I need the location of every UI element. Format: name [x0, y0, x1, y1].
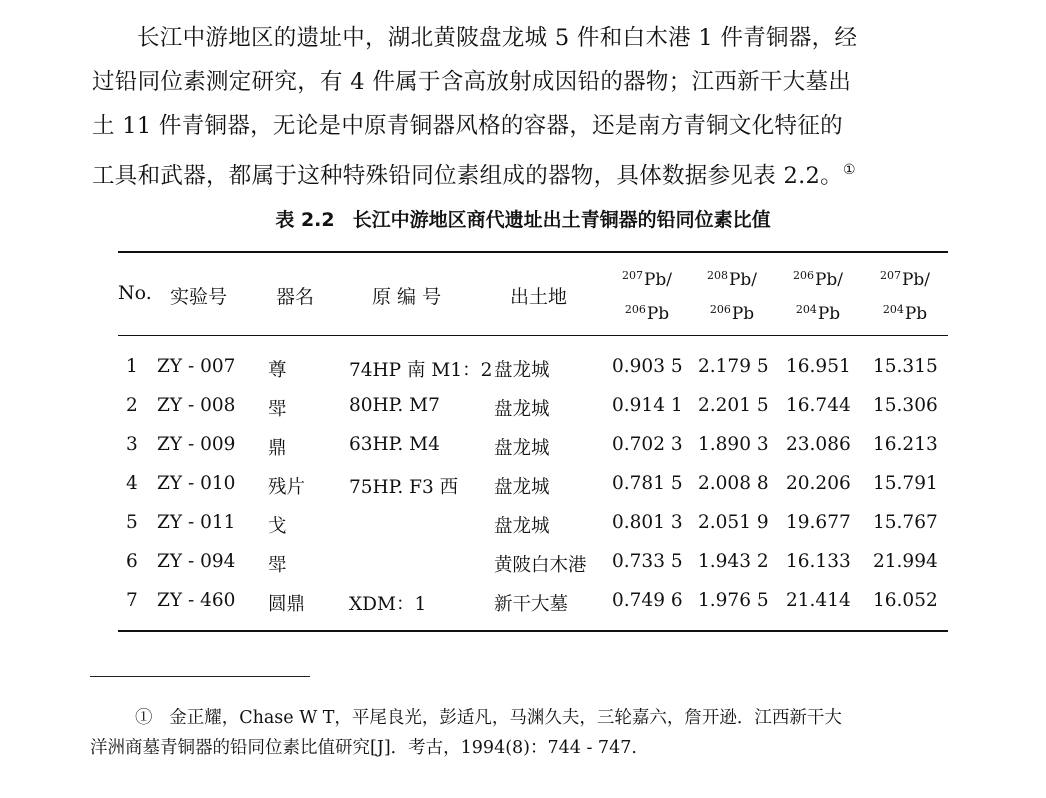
footnote-rule: [90, 676, 310, 677]
paragraph-line: 土 11 件青铜器，无论是中原青铜器风格的容器，还是南方青铜文化特征的: [92, 113, 843, 139]
table-caption: [0, 205, 1046, 232]
cell-lab-id: ZY - 094: [157, 551, 236, 572]
cell-ratio-208-206: 1.890 3: [698, 434, 769, 455]
header-ratio-207-206: $^{207}$Pb/ $^{206}$Pb: [621, 269, 673, 324]
cell-ratio-207-204: 15.315: [873, 356, 938, 377]
cell-ratio-207-204: 15.767: [873, 512, 938, 533]
cell-name: 鼎: [268, 438, 287, 459]
cell-ratio-206-204: 19.677: [786, 512, 851, 533]
cell-site: 新干大墓: [494, 594, 569, 615]
header-ratio-206-204: $^{206}$Pb/ $^{204}$Pb: [792, 269, 844, 324]
cell-ratio-206-204: 16.744: [786, 395, 851, 416]
body-paragraph: [92, 16, 982, 192]
header-ratio-208-206: $^{208}$Pb/ $^{206}$Pb: [706, 269, 758, 324]
cell-ratio-206-204: 16.133: [786, 551, 851, 572]
header-no: No.: [118, 282, 152, 304]
cell-ratio-206-204: 20.206: [786, 473, 851, 494]
cell-ratio-206-204: 23.086: [786, 434, 851, 455]
cell-ratio-207-206: 0.781 5: [612, 473, 683, 494]
cell-ratio-207-204: 16.213: [873, 434, 938, 455]
paragraph-line: 长江中游地区的遗址中，湖北黄陂盘龙城 5 件和白木港 1 件青铜器，经: [137, 25, 858, 51]
table-top-rule: [118, 251, 948, 253]
footnote-mark: ①: [135, 708, 153, 728]
cell-no: 6: [126, 551, 138, 572]
cell-site: 盘龙城: [494, 516, 550, 537]
paragraph-line: 过铅同位素测定研究，有 4 件属于含高放射成因铅的器物；江西新干大墓出: [92, 69, 852, 95]
cell-ratio-208-206: 2.179 5: [698, 356, 769, 377]
cell-ratio-208-206: 2.201 5: [698, 395, 769, 416]
cell-site: 盘龙城: [494, 477, 550, 498]
cell-lab-id: ZY - 460: [157, 590, 236, 611]
cell-ratio-208-206: 2.008 8: [698, 473, 769, 494]
cell-ratio-207-206: 0.749 6: [612, 590, 683, 611]
footnote-line: [90, 703, 980, 733]
cell-lab-id: ZY - 011: [157, 512, 236, 533]
cell-site: 盘龙城: [494, 360, 550, 381]
cell-ratio-206-204: 16.951: [786, 356, 851, 377]
cell-no: 2: [126, 395, 138, 416]
cell-site: 黄陂白木港: [494, 555, 587, 576]
paragraph-line: [92, 148, 982, 192]
cell-original-id: 80HP. M7: [349, 395, 440, 416]
cell-ratio-208-206: 1.976 5: [698, 590, 769, 611]
cell-no: 5: [126, 512, 138, 533]
header-name: 器名: [276, 286, 315, 308]
footnote-text-2: 洋洲商墓青铜器的铅同位素比值研究[J]．考古，1994(8)：744 - 747.: [90, 738, 637, 758]
cell-name: 戈: [268, 516, 287, 537]
cell-ratio-207-204: 21.994: [873, 551, 938, 572]
cell-ratio-207-206: 0.733 5: [612, 551, 683, 572]
cell-lab-id: ZY - 008: [157, 395, 236, 416]
cell-original-id: XDM：1: [349, 594, 427, 615]
cell-site: 盘龙城: [494, 399, 550, 420]
cell-ratio-207-206: 0.801 3: [612, 512, 683, 533]
header-lab-id: 实验号: [170, 286, 228, 308]
cell-original-id: 74HP 南 M1：2: [349, 360, 493, 381]
cell-ratio-207-204: 16.052: [873, 590, 938, 611]
table-number: 表 2.2: [275, 209, 335, 231]
header-ratio-207-204: $^{207}$Pb/ $^{204}$Pb: [879, 269, 931, 324]
table-header-rule: [118, 335, 948, 336]
footnote-reference[interactable]: ①: [842, 162, 856, 178]
header-original-id: 原 编 号: [372, 286, 442, 308]
table-title: 长江中游地区商代遗址出土青铜器的铅同位素比值: [352, 209, 771, 231]
cell-ratio-206-204: 21.414: [786, 590, 851, 611]
cell-name: 圆鼎: [268, 594, 306, 615]
cell-original-id: 63HP. M4: [349, 434, 440, 455]
cell-no: 1: [126, 356, 138, 377]
cell-lab-id: ZY - 009: [157, 434, 236, 455]
cell-ratio-207-206: 0.903 5: [612, 356, 683, 377]
cell-lab-id: ZY - 010: [157, 473, 236, 494]
cell-site: 盘龙城: [494, 438, 550, 459]
header-site: 出土地: [510, 286, 568, 308]
cell-ratio-207-204: 15.306: [873, 395, 938, 416]
footnote-text-1: 金正耀，Chase W T，平尾良光，彭适凡，马渊久夫，三轮嘉六，詹开逊．江西新干大: [169, 708, 842, 728]
cell-name: 残片: [268, 477, 306, 498]
cell-ratio-207-206: 0.914 1: [612, 395, 683, 416]
cell-original-id: 75HP. F3 西: [349, 477, 459, 498]
cell-name: 尊: [268, 360, 287, 381]
cell-ratio-207-204: 15.791: [873, 473, 938, 494]
cell-no: 3: [126, 434, 138, 455]
cell-name: 斝: [268, 555, 287, 576]
cell-no: 7: [126, 590, 138, 611]
cell-name: 斝: [268, 399, 287, 420]
cell-ratio-208-206: 2.051 9: [698, 512, 769, 533]
cell-lab-id: ZY - 007: [157, 356, 236, 377]
table-bottom-rule: [118, 630, 948, 632]
cell-no: 4: [126, 473, 138, 494]
cell-ratio-207-206: 0.702 3: [612, 434, 683, 455]
paragraph-line-text: 工具和武器，都属于这种特殊铅同位素组成的器物，具体数据参见表 2.2。: [92, 163, 843, 189]
footnote: [90, 703, 980, 763]
cell-ratio-208-206: 1.943 2: [698, 551, 769, 572]
